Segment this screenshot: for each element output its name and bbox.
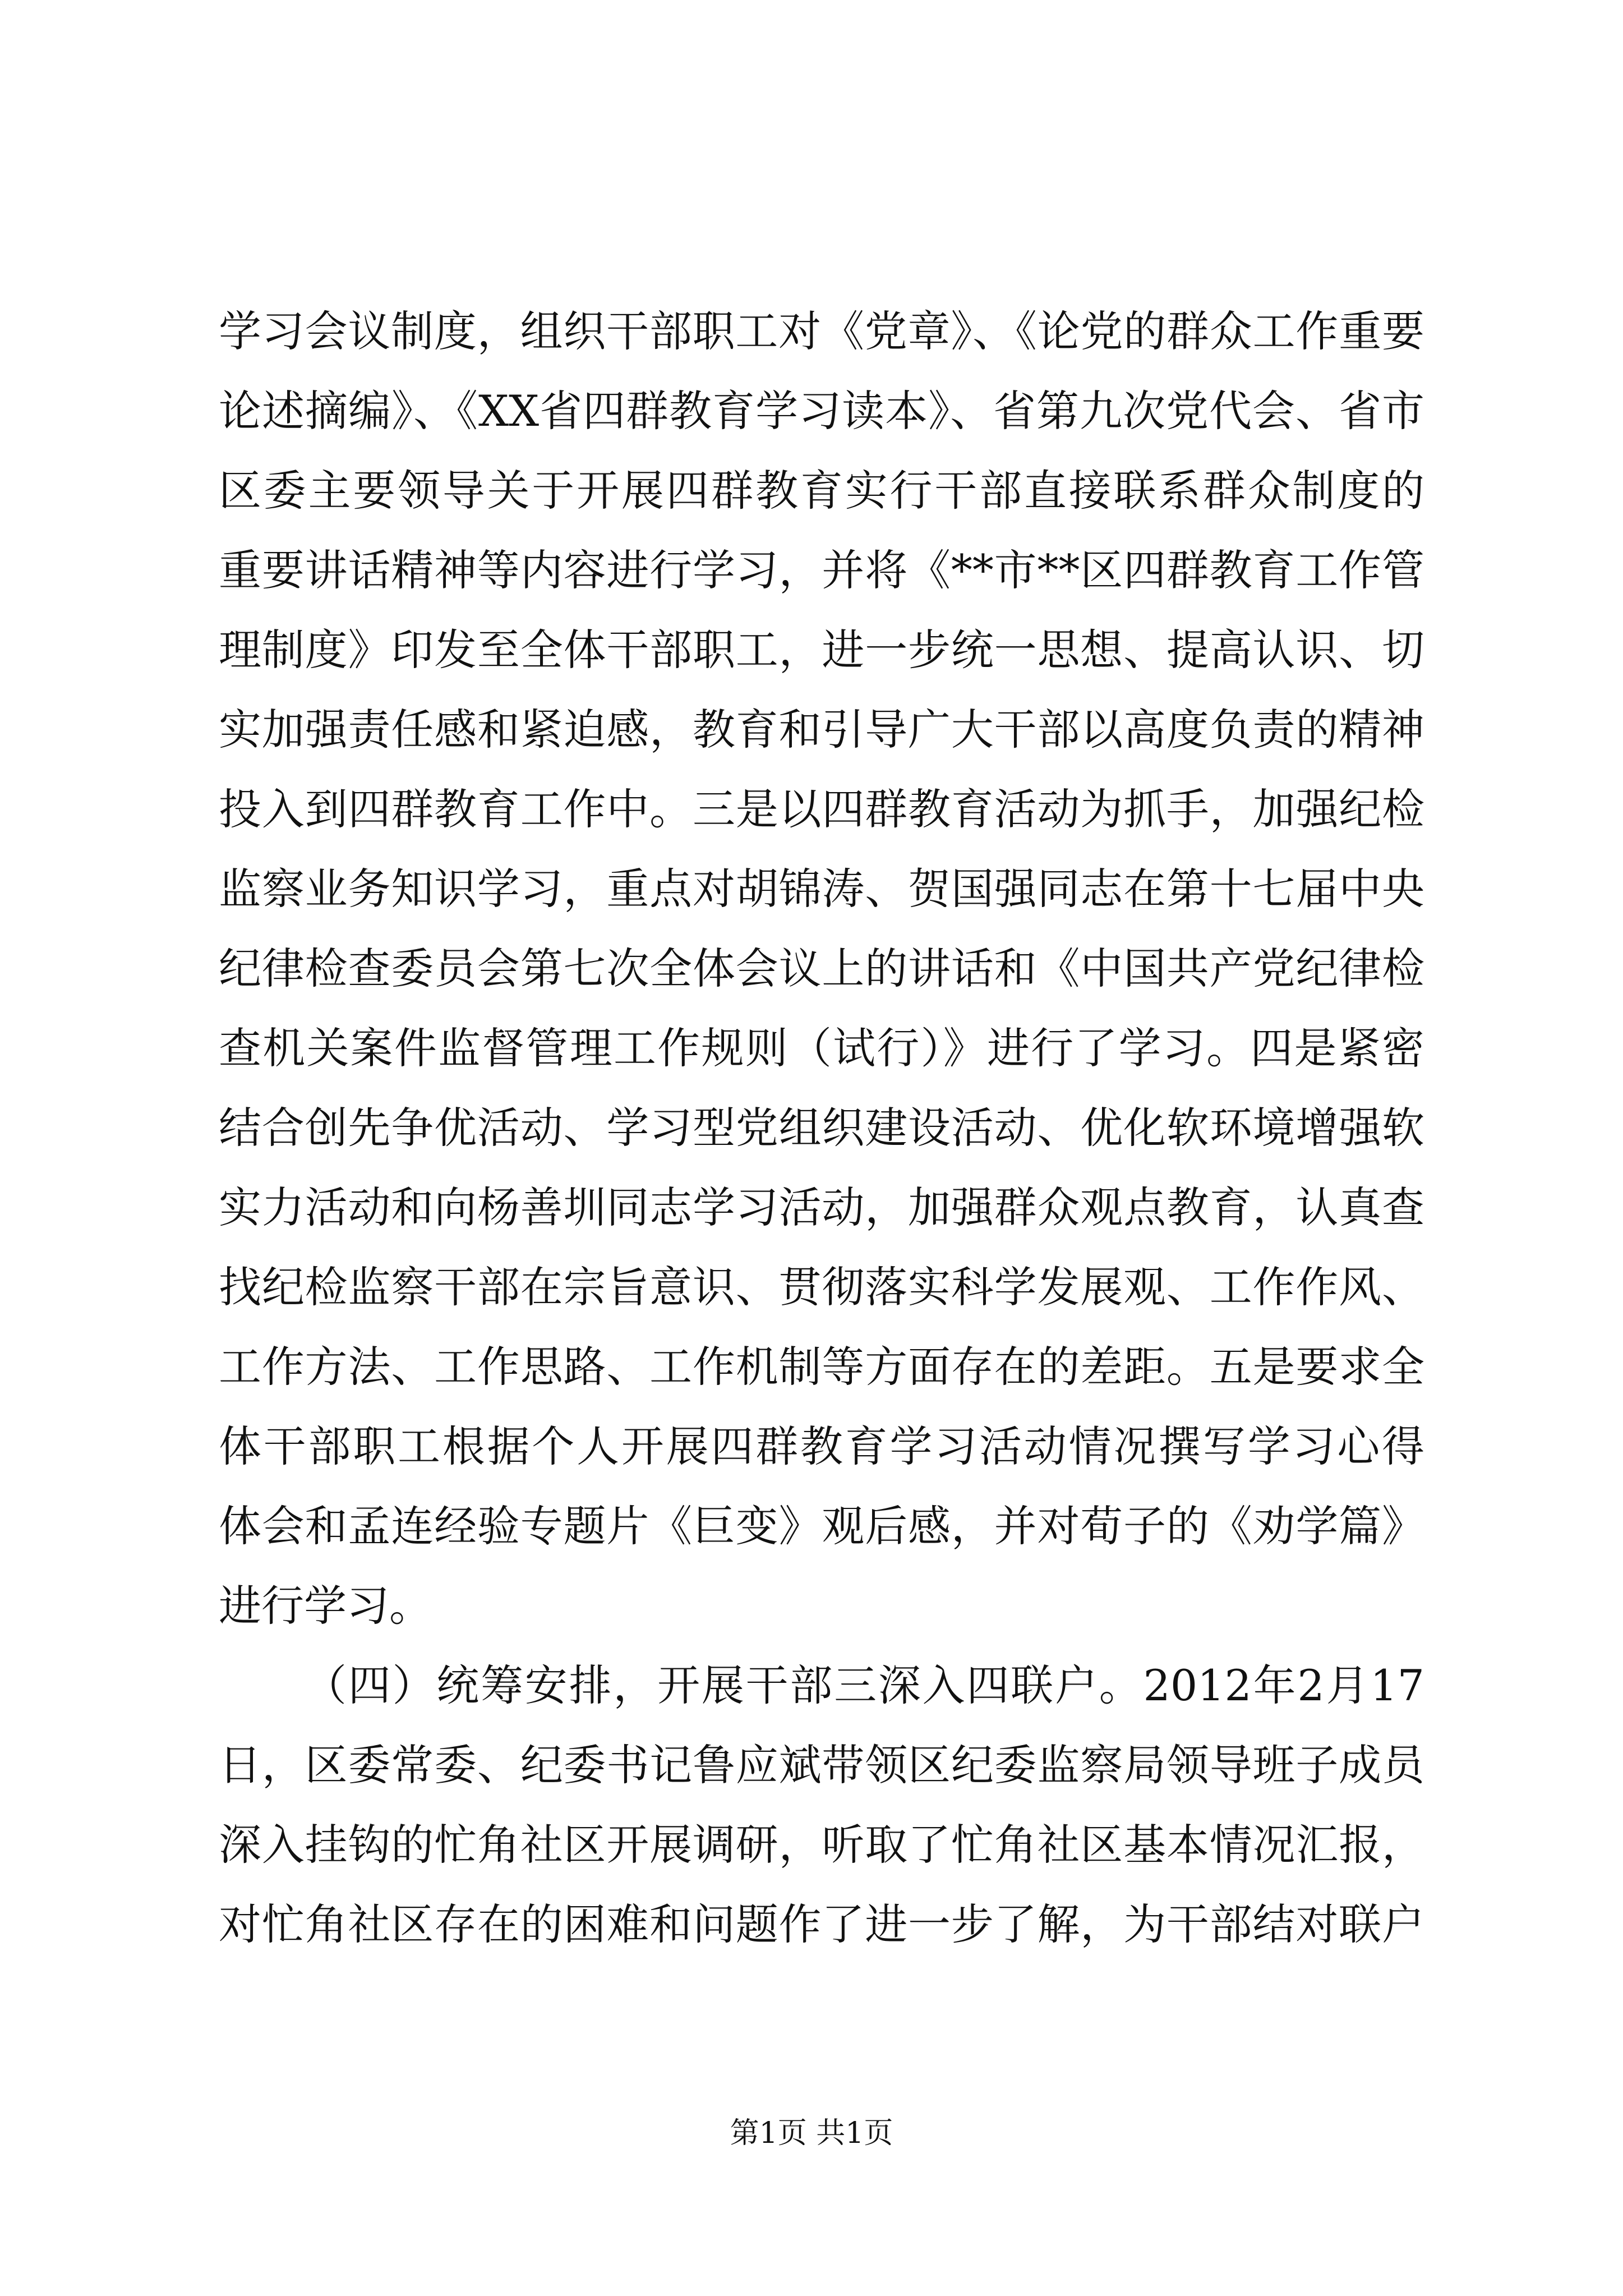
text-line: 理制度》印发至全体干部职工，进一步统一思想、提高认识、切 — [219, 625, 1424, 675]
text-line: 区委主要领导关于开展四群教育实行干部直接联系群众制度的 — [219, 466, 1424, 516]
text-line: 找纪检监察干部在宗旨意识、贯彻落实科学发展观、工作作风、 — [219, 1262, 1424, 1312]
text-line: 实力活动和向杨善圳同志学习活动，加强群众观点教育，认真查 — [219, 1182, 1424, 1232]
text-line: 体干部职工根据个人开展四群教育学习活动情况撰写学习心得 — [219, 1421, 1424, 1471]
text-line: 查机关案件监督管理工作规则（试行）》进行了学习。四是紧密 — [219, 1023, 1424, 1073]
text-line: 深入挂钩的忙角社区开展调研，听取了忙角社区基本情况汇报， — [219, 1820, 1424, 1870]
text-line: 体会和孟连经验专题片《巨变》观后感，并对荀子的《劝学篇》 — [219, 1501, 1424, 1551]
text-line: 日，区委常委、纪委书记鲁应斌带领区纪委监察局领导班子成员 — [219, 1740, 1424, 1790]
text-line: 实加强责任感和紧迫感，教育和引导广大干部以高度负责的精神 — [219, 705, 1424, 754]
text-line: 结合创先争优活动、学习型党组织建设活动、优化软环境增强软 — [219, 1103, 1424, 1153]
text-line: 工作方法、工作思路、工作机制等方面存在的差距。五是要求全 — [219, 1342, 1424, 1392]
text-line: 重要讲话精神等内容进行学习，并将《**市**区四群教育工作管 — [219, 545, 1424, 595]
text-line: 对忙角社区存在的困难和问题作了进一步了解，为干部结对联户 — [219, 1899, 1424, 1949]
text-line: 投入到四群教育工作中。三是以四群教育活动为抓手，加强纪检 — [219, 784, 1424, 834]
body-text — [219, 292, 1424, 1964]
paragraph-end-line: 进行学习。 — [219, 1581, 432, 1631]
page-footer — [0, 2109, 1623, 2151]
text-line: 纪律检查委员会第七次全体会议上的讲话和《中国共产党纪律检 — [219, 944, 1424, 993]
text-line: 监察业务知识学习，重点对胡锦涛、贺国强同志在第十七届中央 — [219, 864, 1424, 914]
paragraph-start-line: （四）统筹安排，开展干部三深入四联户。2012年2月17 — [304, 1660, 1424, 1710]
page-number: 第1页 共1页 — [730, 2116, 893, 2150]
text-line: 学习会议制度，组织干部职工对《党章》、《论党的群众工作重要 — [219, 306, 1424, 356]
text-line: 论述摘编》、《XX省四群教育学习读本》、省第九次党代会、省市 — [219, 386, 1424, 436]
